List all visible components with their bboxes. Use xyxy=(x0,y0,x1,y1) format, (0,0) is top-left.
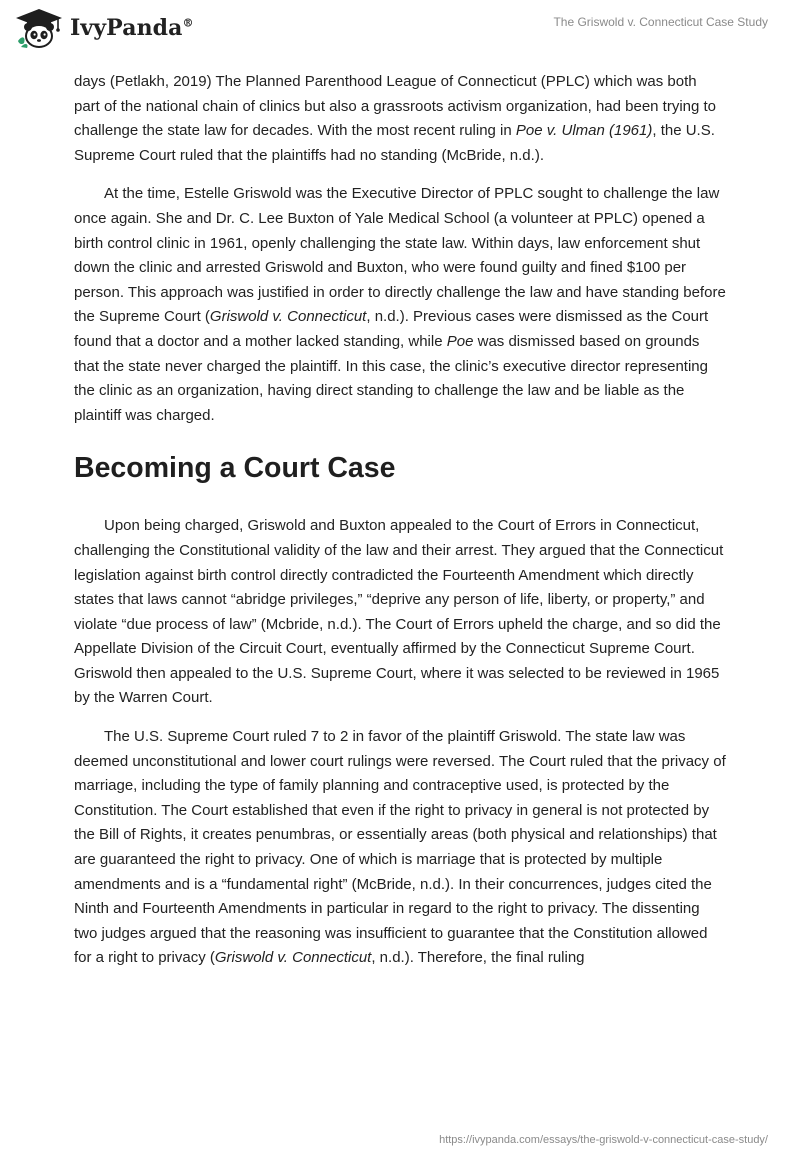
paragraph xyxy=(74,514,726,711)
ivypanda-logo[interactable] xyxy=(14,7,194,49)
document-title: The Griswold v. Connecticut Case Study xyxy=(553,15,768,29)
paragraph xyxy=(74,182,726,428)
source-url-link[interactable]: https://ivypanda.com/essays/the-griswold-v-connecticut-case-study/ xyxy=(439,1134,768,1146)
page-header xyxy=(0,0,800,70)
text-run: , n.d.). Previous cases were dismissed as the Court found that a doctor and a mother lacked standing, while xyxy=(74,308,709,350)
text-run: was dismissed based on grounds that the state never charged the plaintiff. In this case, the clinic’s executive director representing the clinic as an organization, having direct standing to challenge the law and be liable as the plaintiff was charged. xyxy=(74,332,708,424)
text-run: At the time, Estelle Griswold was the Executive Director of PPLC sought to challenge the law once again. She and Dr. C. Lee Buxton of Yale Medical School (a volunteer at PPLC) opened a birth control clinic in 1961, openly challenging the state law. Within days, law enforcement shut down the clinic and arrested Griswold and Buxton, who were found guilty and fined $100 per person. This approach was justified in order to directly challenge the law and have standing before the Supreme Court ( xyxy=(74,185,726,326)
text-run: , n.d.). Therefore, the final ruling xyxy=(371,949,585,967)
italic-citation: Griswold v. Connecticut xyxy=(209,308,367,326)
text-run: days (Petlakh, 2019) The Planned Parenthood League of Connecticut (PPLC) which was both part of the national chain of clinics but also a grassroots activism organization, had been trying to challenge the state law for decades. With the most recent ruling in xyxy=(74,73,717,140)
text-run: , the U.S. Supreme Court ruled that the plaintiffs had no standing (McBride, n.d.). xyxy=(74,122,715,164)
brand-name: IvyPanda® xyxy=(70,15,194,41)
italic-citation: Griswold v. Connecticut xyxy=(214,949,372,967)
section-heading: Becoming a Court Case xyxy=(74,452,396,485)
text-run: Upon being charged, Griswold and Buxton appealed to the Court of Errors in Connecticut, challenging the Constitutional validity of the law and their arrest. They argued that the Connecticut legislation against birth control directly contradicted the Fourteenth Amendment which directly states that laws cannot “abridge privileges,” “deprive any person of life, liberty, or property,” and violate “due process of law” (Mcbride, n.d.). The Court of Errors upheld the charge, and so did the Appellate Division of the Circuit Court, eventually affirmed by the Connecticut Supreme Court. Griswold then appealed to the U.S. Supreme Court, where it was selected to be reviewed in 1965 by the Warren Court. xyxy=(74,517,724,707)
panda-graduate-icon xyxy=(14,7,64,49)
text-run: The U.S. Supreme Court ruled 7 to 2 in favor of the plaintiff Griswold. The state law was deemed unconstitutional and lower court rulings were reversed. The Court ruled that the privacy of marriage, including the type of family planning and contraceptive used, is protected by the Constitution. The Court established that even if the right to privacy in general is not protected by the Bill of Rights, it creates penumbras, or essentially areas (both physical and relationships) that are guaranteed the right to privacy. One of which is marriage that is protected by multiple amendments and is a “fundamental right” (McBride, n.d.). In their concurrences, judges cited the Ninth and Fourteenth Amendments in particular in regard to the right to privacy. The dissenting two judges argued that the reasoning was insufficient to guarantee that the Constitution allowed for a right to privacy ( xyxy=(74,728,726,967)
italic-citation: Poe xyxy=(446,332,474,350)
italic-citation: Poe v. Ulman (1961) xyxy=(515,122,653,140)
paragraph xyxy=(74,725,726,971)
paragraph xyxy=(74,70,726,168)
essay-body xyxy=(74,70,726,985)
